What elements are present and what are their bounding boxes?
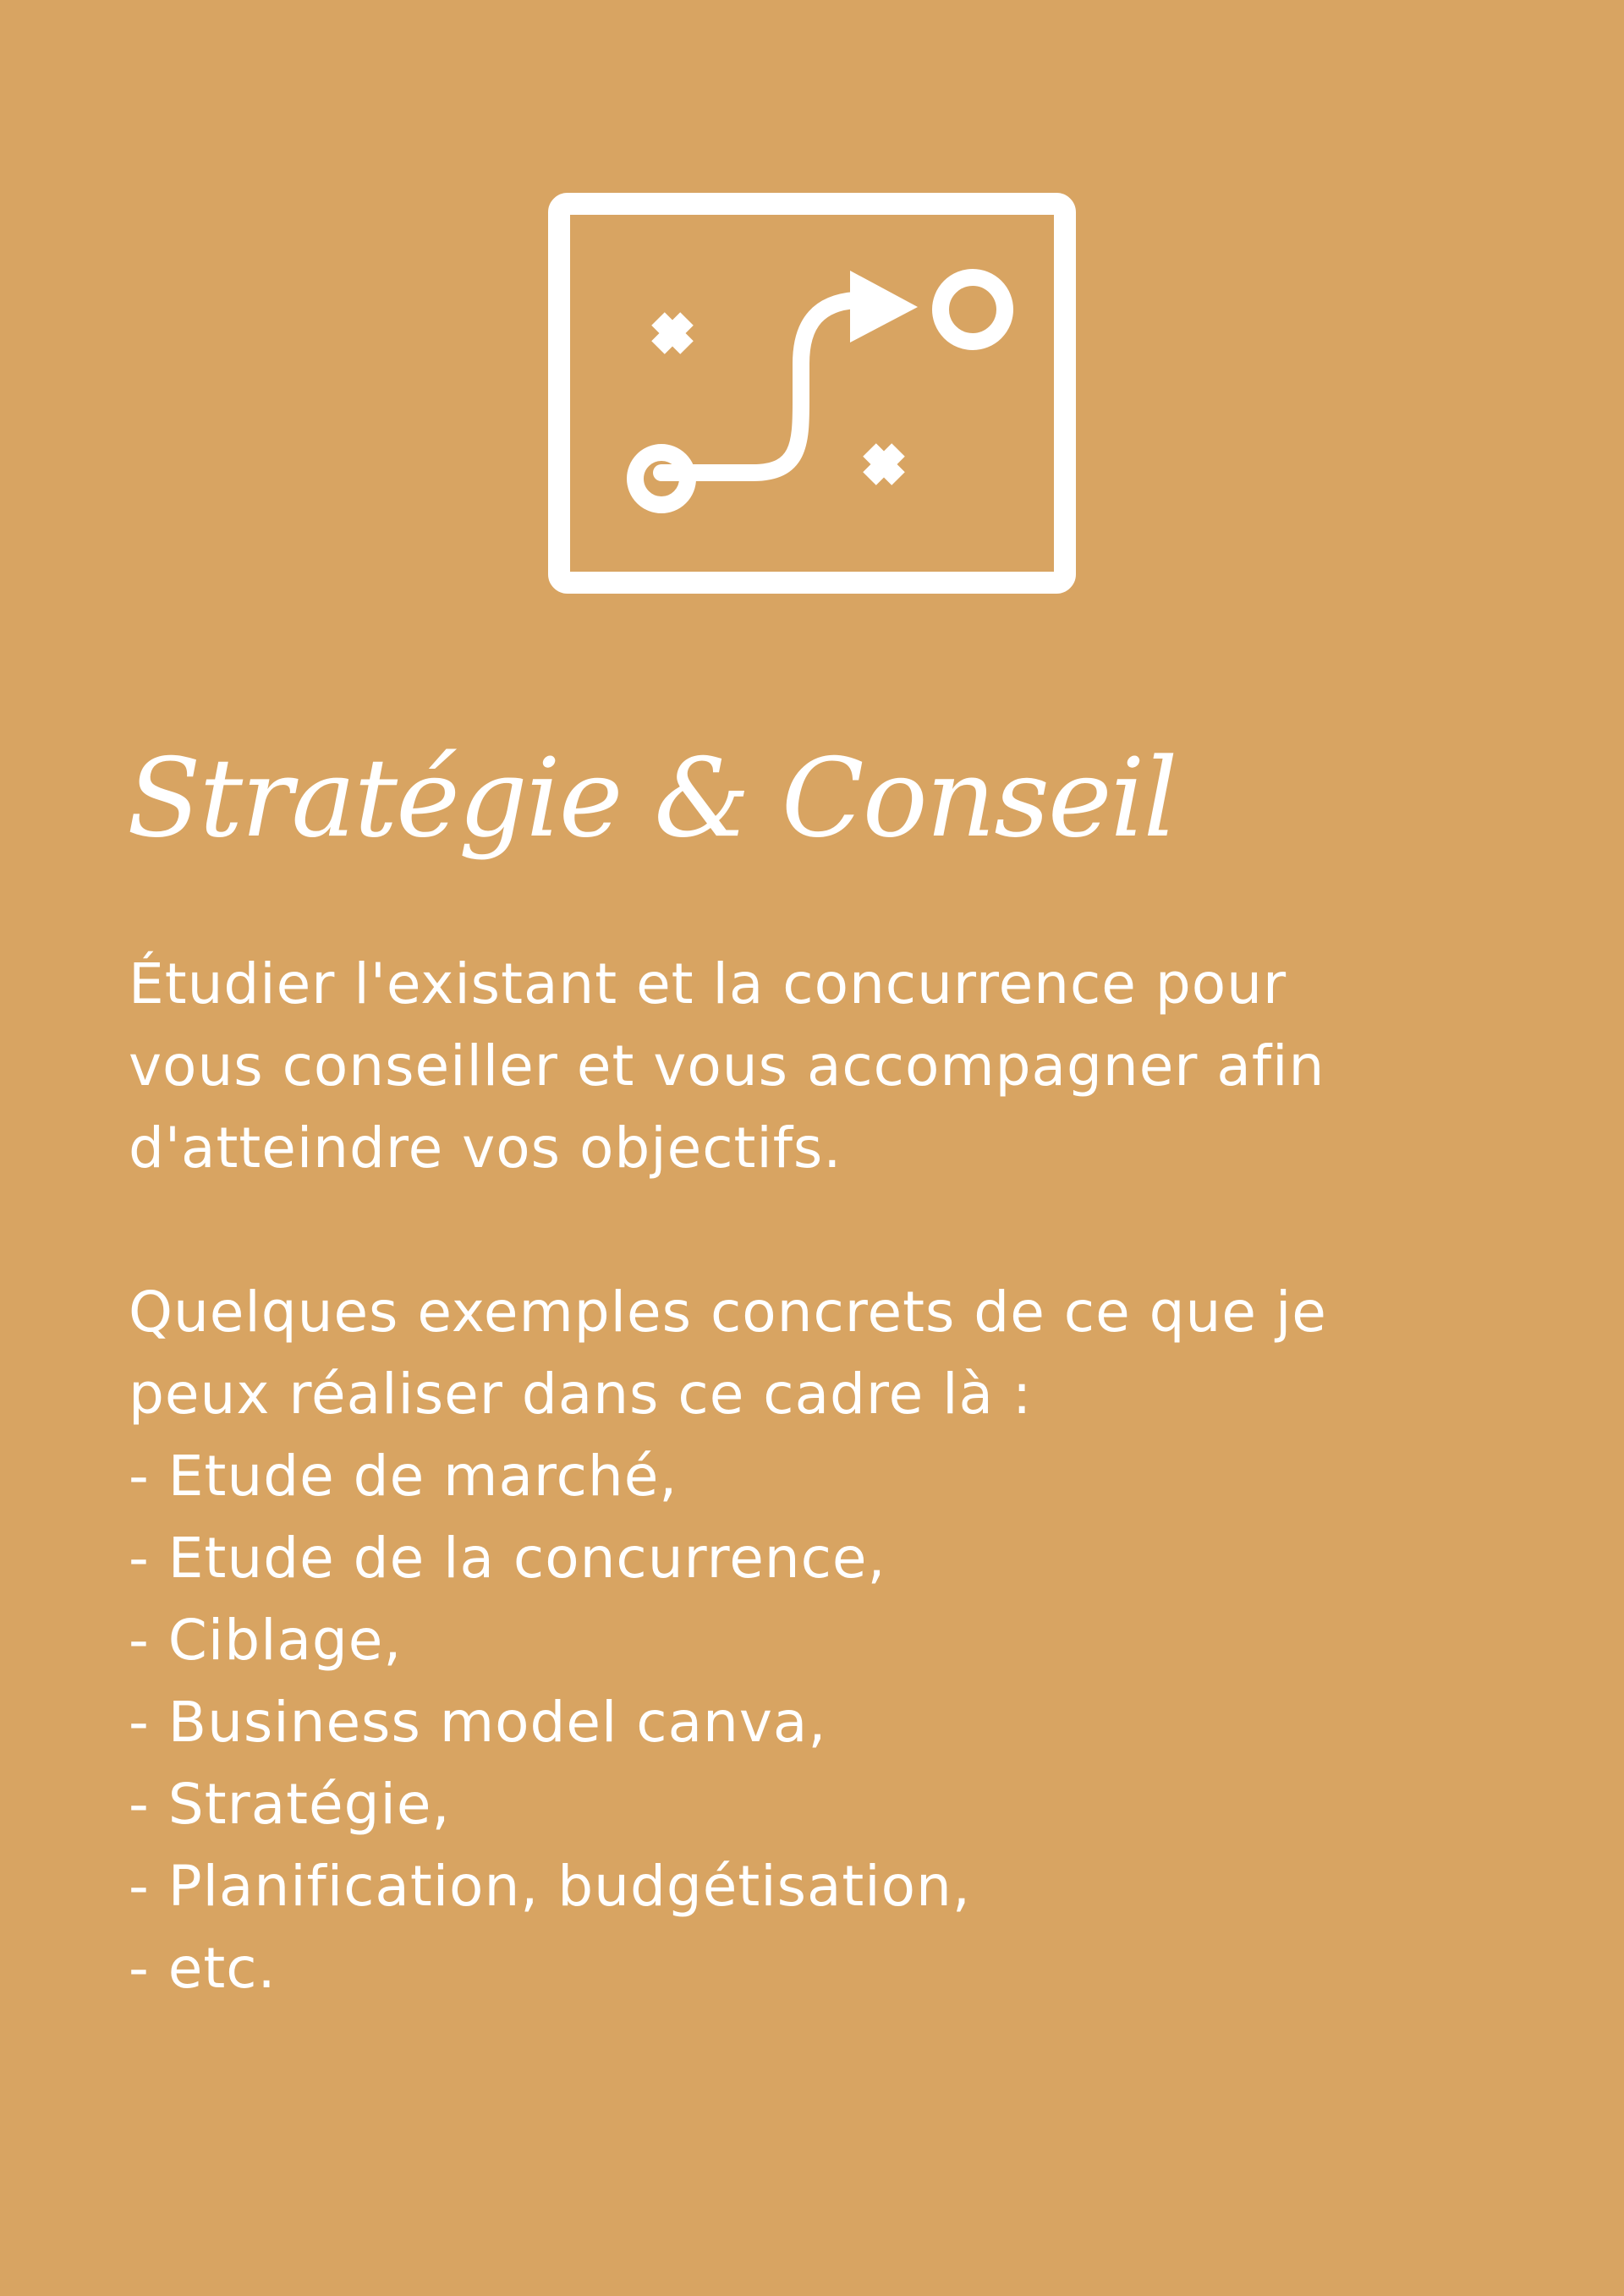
intro-paragraph xyxy=(129,943,1583,1189)
list-item: - Etude de marché, xyxy=(129,1444,678,1509)
examples-lead-line: peux réaliser dans ce cadre là : xyxy=(129,1362,1033,1427)
list-item: - Business model canva, xyxy=(129,1690,827,1755)
intro-line: d'atteindre vos objectifs. xyxy=(129,1115,842,1181)
strategy-map-icon xyxy=(546,190,1078,596)
list-item: - Etude de la concurrence, xyxy=(129,1526,886,1591)
examples-list xyxy=(129,1435,1583,2009)
intro-line: Étudier l'existant et la concurrence pour xyxy=(129,951,1287,1016)
examples-lead-line: Quelques exemples concrets de ce que je xyxy=(129,1280,1327,1345)
list-item: - Planification, budgétisation, xyxy=(129,1854,971,1919)
intro-line: vous conseiller et vous accompagner afin xyxy=(129,1033,1325,1099)
list-item: - Stratégie, xyxy=(129,1772,451,1837)
list-item: - Ciblage, xyxy=(129,1608,403,1673)
list-item: - etc. xyxy=(129,1936,277,2001)
paragraph-spacer xyxy=(129,1189,1583,1271)
page-title: Stratégie & Conseil xyxy=(127,736,1177,862)
description xyxy=(129,943,1583,2009)
examples-lead xyxy=(129,1271,1583,1435)
